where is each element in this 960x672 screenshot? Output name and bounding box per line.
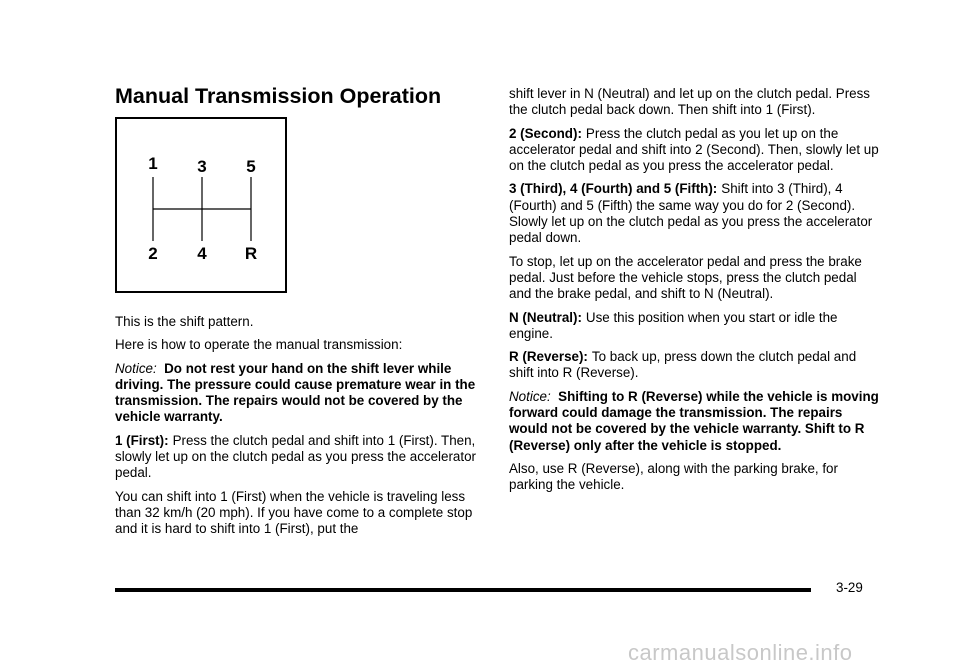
- paragraph: This is the shift pattern.: [115, 314, 254, 329]
- term-paragraph: [509, 126, 879, 175]
- gear-label-r: R: [244, 244, 258, 263]
- term-paragraph: [509, 310, 879, 343]
- paragraph: You can shift into 1 (First) when the vehicle is traveling less than 32 km/h (20 mph). If you have come to a complete stop and it is hard to shift into 1 (First), put the: [115, 488, 473, 537]
- shift-pattern-diagram: [115, 117, 287, 293]
- term-paragraph: [509, 349, 879, 382]
- paragraph: shift lever in N (Neutral) and let up on the clutch pedal. Press the clutch pedal back down. Then shift into 1 (First).: [509, 86, 870, 118]
- left-column-text: [115, 314, 477, 545]
- term-text: To back up, press down the clutch pedal and shift into R (Reverse).: [509, 349, 857, 381]
- shift-pattern-graphic: [117, 119, 285, 291]
- notice-text: Shifting to R (Reverse) while the vehicle is moving forward could damage the transmission. The repairs would not be covered by the vehicle warranty. Shift to R (Reverse) only after the vehicle is stopped.: [509, 388, 879, 453]
- paragraph: Here is how to operate the manual transmission:: [115, 337, 403, 353]
- gear-label-2: 2: [148, 244, 158, 263]
- term-label: R (Reverse):: [509, 349, 588, 365]
- watermark-text: carmanualsonline.info: [628, 640, 853, 665]
- term-label: 3 (Third), 4 (Fourth) and 5 (Fifth):: [509, 181, 718, 197]
- term-paragraph: [509, 181, 879, 246]
- gear-label-4: 4: [197, 244, 207, 263]
- notice-label: Notice:: [509, 388, 551, 404]
- notice-text: Do not rest your hand on the shift lever while driving. The pressure could cause premature wear in the transmission. The repairs would not be covered by the vehicle warranty.: [115, 360, 476, 425]
- term-text: Shift into 3 (Third), 4 (Fourth) and 5 (Fifth) the same way you do for 2 (Second). Slowly let up on the clutch pedal as you press the accelerator pedal down.: [509, 181, 873, 246]
- term-label: 1 (First):: [115, 432, 169, 448]
- gear-label-1: 1: [148, 154, 158, 173]
- term-text: Use this position when you start or idle the engine.: [509, 309, 838, 341]
- page-number: 3-29: [836, 580, 863, 595]
- term-text: Press the clutch pedal as you let up on the accelerator pedal and shift into 2 (Second). Then, slowly let up on the clutch pedal as you press the accelerator pedal.: [509, 125, 879, 174]
- right-column-text: [509, 86, 879, 501]
- term-label: N (Neutral):: [509, 309, 582, 325]
- gear-label-5: 5: [246, 157, 256, 176]
- footer-rule: [115, 588, 811, 592]
- page-title: Manual Transmission Operation: [115, 84, 442, 108]
- notice-label: Notice:: [115, 360, 157, 376]
- paragraph: To stop, let up on the accelerator pedal and press the brake pedal. Just before the vehicle stops, press the clutch pedal and the brake pedal, and shift to N (Neutral).: [509, 253, 862, 302]
- gear-label-3: 3: [197, 157, 207, 176]
- term-text: Press the clutch pedal and shift into 1 (First). Then, slowly let up on the clutch pedal as you press the accelerator pedal.: [115, 432, 477, 481]
- paragraph: Also, use R (Reverse), along with the parking brake, for parking the vehicle.: [509, 460, 838, 493]
- notice-paragraph: [115, 361, 477, 426]
- notice-paragraph: [509, 389, 879, 454]
- term-paragraph: [115, 433, 477, 482]
- term-label: 2 (Second):: [509, 125, 582, 141]
